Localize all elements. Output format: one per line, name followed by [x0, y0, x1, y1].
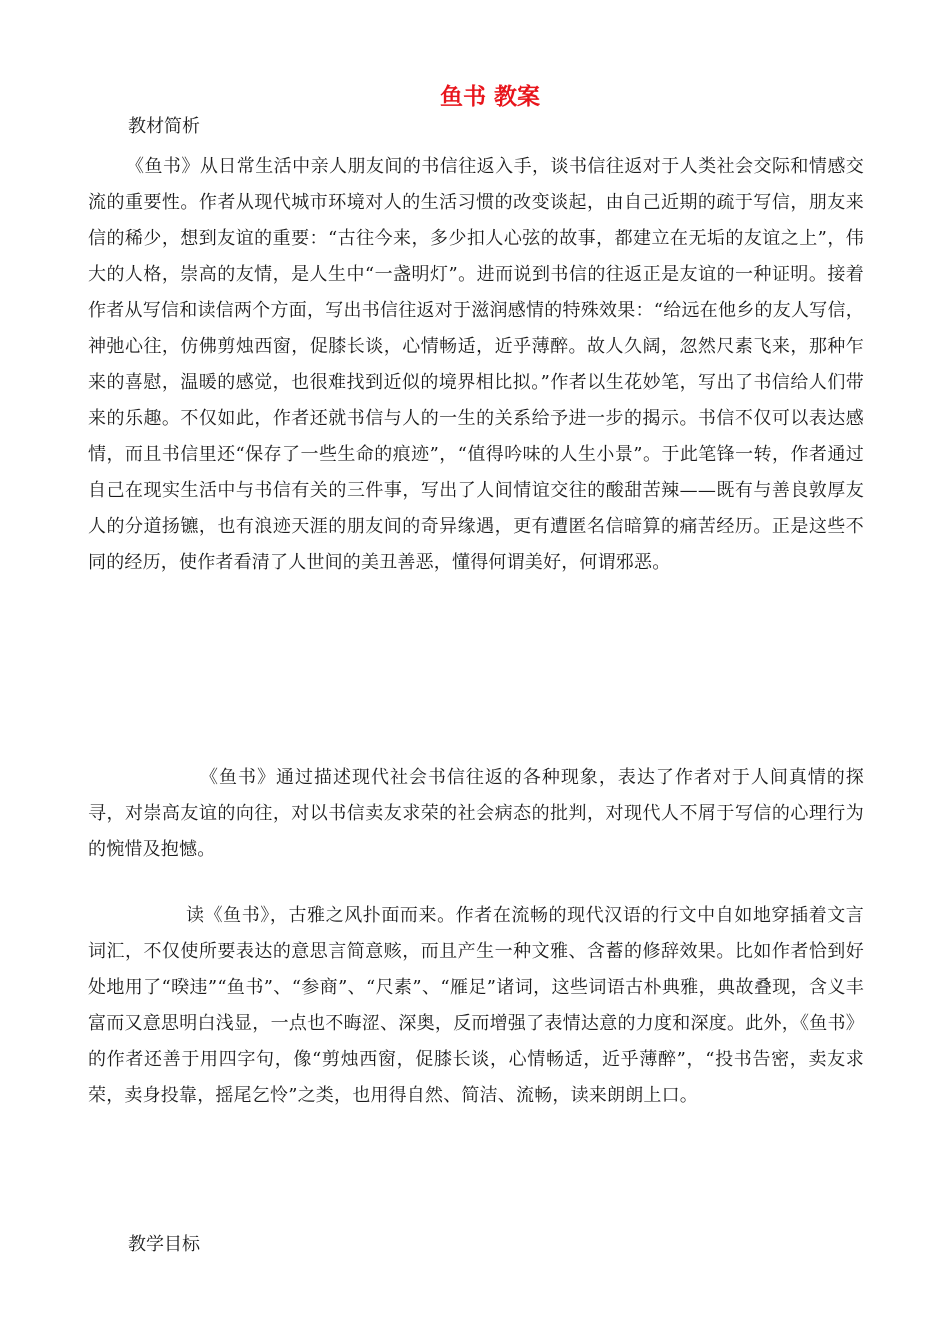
- section-heading-analysis: 教材简析: [128, 116, 200, 137]
- section-heading-objectives: 教学目标: [128, 1234, 200, 1255]
- paragraph-2: 《鱼书》通过描述现代社会书信往返的各种现象，表达了作者对于人间真情的探寻，对崇高友谊的向往，对以书信卖友求荣的社会病态的批判，对现代人不屑于写信的心理行为的惋惜及抱憾。: [88, 767, 864, 860]
- paragraph-3: 读《鱼书》，古雅之风扑面而来。作者在流畅的现代汉语的行文中自如地穿插着文言词汇，不仅使所要表达的意思言简意赅，而且产生一种文雅、含蓄的修辞效果。比如作者恰到好处地用了“暌违”“鱼书”、“参商”、“尺素”、“雁足”诸词，这些词语古朴典雅，典故叠现，含义丰富而又意思明白浅显，一点也不晦涩、深奥，反而增强了表情达意的力度和深度。此外，《鱼书》的作者还善于用四字句，像“剪烛西窗，促膝长谈，心情畅适，近乎薄醉”，“投书告密，卖友求荣，卖身投靠，摇尾乞怜”之类，也用得自然、简洁、流畅，读来朗朗上口。: [88, 905, 864, 1106]
- document-title: 鱼书 教案: [439, 84, 540, 110]
- paragraph-1: 《鱼书》从日常生活中亲人朋友间的书信往返入手，谈书信往返对于人类社会交际和情感交流的重要性。作者从现代城市环境对人的生活习惯的改变谈起，由自己近期的疏于写信，朋友来信的稀少，想到友谊的重要：“古往今来，多少扣人心弦的故事，都建立在无垢的友谊之上”，伟大的人格，崇高的友情，是人生中“一盏明灯”。进而说到书信的往返正是友谊的一种证明。接着作者从写信和读信两个方面，写出书信往返对于滋润感情的特殊效果：“给远在他乡的友人写信，神弛心往，仿佛剪烛西窗，促膝长谈，心情畅适，近乎薄醉。故人久阔，忽然尺素飞来，那种乍来的喜慰，温暖的感觉，也很难找到近似的境界相比拟。”作者以生花妙笔，写出了书信给人们带来的乐趣。不仅如此，作者还就书信与人的一生的关系给予进一步的揭示。书信不仅可以表达感情，而且书信里还“保存了一些生命的痕迹”，“值得吟味的人生小景”。于此笔锋一转，作者通过自己在现实生活中与书信有关的三件事，写出了人间情谊交往的酸甜苦辣——既有与善良敦厚友人的分道扬镳，也有浪迹天涯的朋友间的奇异缘遇，更有遭匿名信暗算的痛苦经历。正是这些不同的经历，使作者看清了人世间的美丑善恶，懂得何谓美好，何谓邪恶。: [88, 156, 864, 573]
